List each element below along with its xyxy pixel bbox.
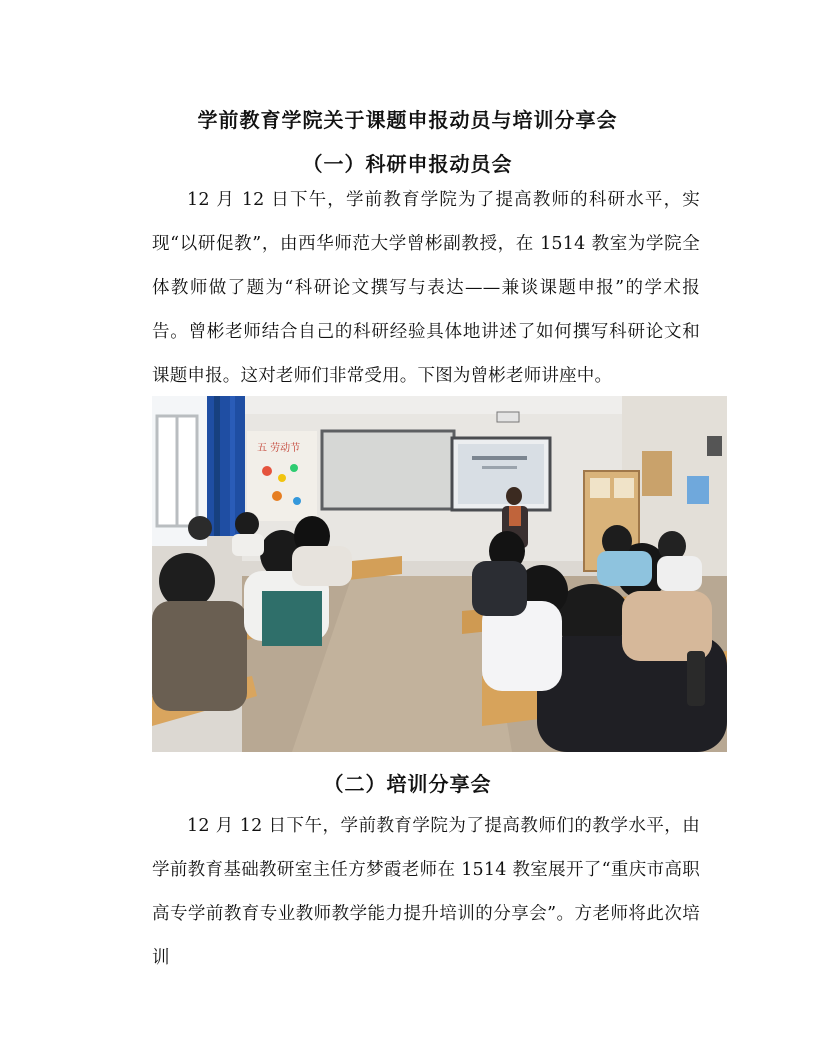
section1-paragraph: 12 月 12 日下午，学前教育学院为了提高教师的科研水平，实现“以研促教”，由西华师范大学曾彬副教授，在 1514 教室为学院全体教师做了题为“科研论文撰写与表达——兼谈课题申报”的学术报告。曾彬老师结合自己的科研经验具体地讲述了如何撰写科研论文和课题申报。这对老师们非常受用。下图为曾彬老师讲座中。 [152, 190, 700, 386]
board-poster-text: 五 劳动节 [257, 443, 301, 454]
lecture-photo [152, 396, 727, 752]
section2-heading: （二）培训分享会 [323, 772, 492, 796]
section1-heading: （一）科研申报动员会 [302, 152, 513, 176]
document-title: 学前教育学院关于课题申报动员与培训分享会 [197, 108, 618, 132]
section2-paragraph: 12 月 12 日下午，学前教育学院为了提高教师们的教学水平，由学前教育基础教研室主任方梦霞老师在 1514 教室展开了“重庆市高职高专学前教育专业教师教学能力提升培训的分享会”。方老师将此次培训 [152, 816, 700, 968]
